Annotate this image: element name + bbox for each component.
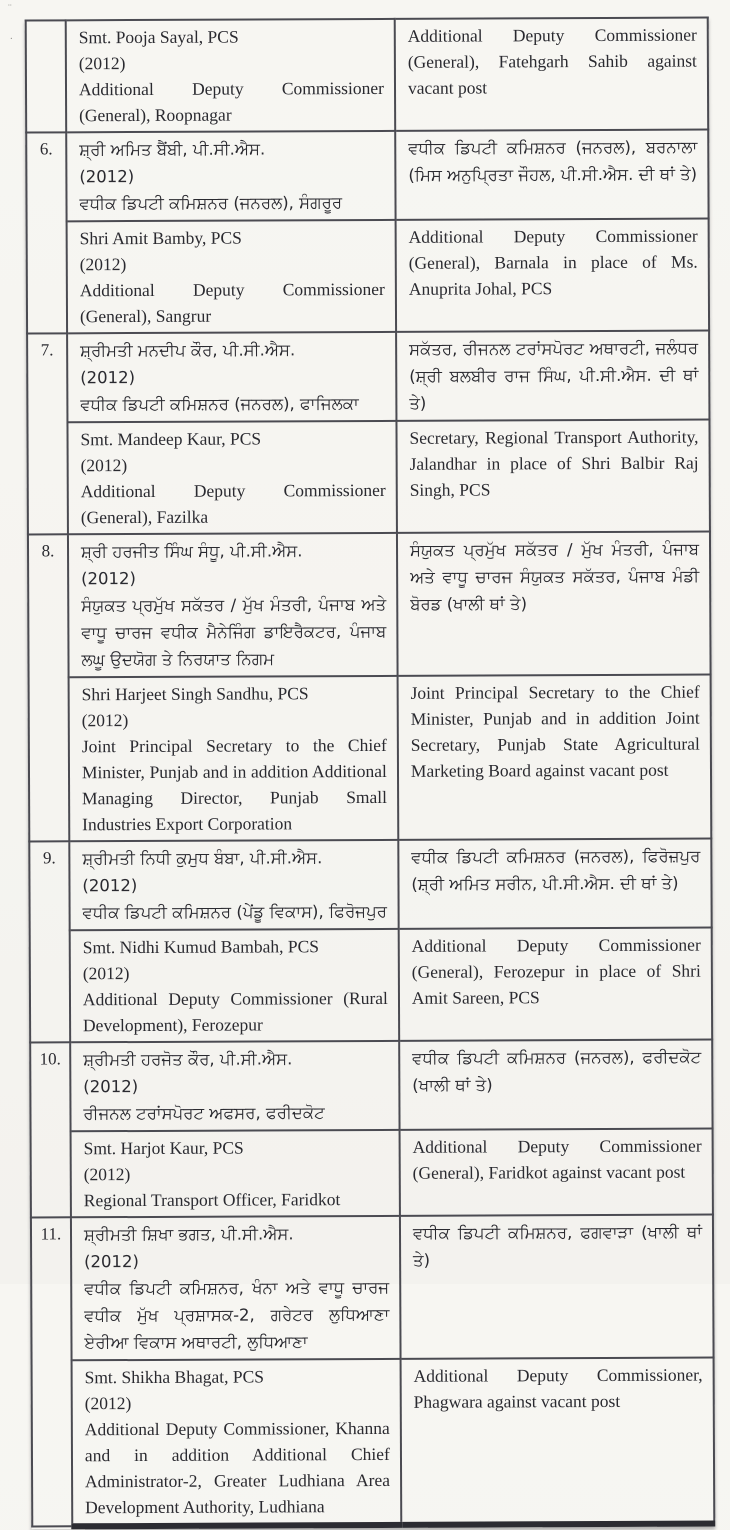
- officer-name: ਸ਼੍ਰੀ ਹਰਜੀਤ ਸਿੰਘ ਸੰਧੂ, ਪੀ.ਸੀ.ਐਸ.: [80, 541, 303, 562]
- serial-cell: [30, 1042, 71, 1217]
- serial-cell: [29, 841, 70, 1042]
- new-post-cell-english: [400, 1358, 714, 1525]
- officer-cell-english: [70, 929, 399, 1042]
- new-post-cell-punjabi: [400, 1215, 714, 1359]
- officer-name: Smt. Nidhi Kumud Bambah, PCS: [82, 936, 320, 958]
- new-post: Additional Deputy Commissioner, Phagwara against vacant post: [413, 1364, 703, 1412]
- officer-name: ਸ਼੍ਰੀਮਤੀ ਨਿਧੀ ਕੁਮੁਧ ਬੰਬਾ, ਪੀ.ਸੀ.ਐਸ.: [82, 848, 323, 869]
- batch-year: (2012): [82, 876, 138, 896]
- batch-year: (2012): [83, 1077, 139, 1097]
- serial-cell: [26, 132, 67, 333]
- officer-cell-punjabi: [69, 840, 398, 930]
- scan-speck: ¨: [8, 2, 14, 14]
- table-row: [28, 532, 711, 678]
- officer-cell-punjabi: [68, 533, 398, 677]
- table-row: [31, 1215, 714, 1361]
- current-post: Regional Transport Officer, Faridkot: [83, 1189, 341, 1211]
- serial-cell: [26, 20, 66, 132]
- new-post: Additional Deputy Commissioner (General), Fatehgarh Sahib against vacant post: [407, 24, 697, 98]
- officer-name: Smt. Harjot Kaur, PCS: [83, 1137, 244, 1159]
- table-row: [29, 839, 711, 931]
- new-post-cell-punjabi: [397, 532, 711, 676]
- new-post: Additional Deputy Commissioner (General), Faridkot against vacant post: [412, 1135, 702, 1183]
- current-post: ਰੀਜਨਲ ਟਰਾਂਸਪੋਰਟ ਅਫਸਰ, ਫਰੀਦਕੋਟ: [83, 1103, 325, 1124]
- batch-year: (2012): [81, 710, 129, 731]
- current-post: Additional Deputy Commissioner (General), Sangrur: [79, 278, 385, 327]
- new-post-cell-english: [395, 219, 709, 332]
- table-row: [30, 1040, 712, 1132]
- serial-number: 11.: [40, 1224, 62, 1244]
- table-row: [31, 1129, 713, 1218]
- serial-number: 10.: [39, 1049, 61, 1069]
- new-post: ਸਕੱਤਰ, ਰੀਜਨਲ ਟਰਾਂਸਪੋਰਟ ਅਥਾਰਟੀ, ਜਲੰਧਰ (ਸ਼੍ਰੀ ਬਲਬੀਰ ਰਾਜ ਸਿੰਘ, ਪੀ.ਸੀ.ਐਸ. ਦੀ ਥਾਂ ਤੇ): [409, 338, 699, 413]
- officer-name: ਸ਼੍ਰੀਮਤੀ ਹਰਜੋਤ ਕੌਰ, ਪੀ.ਸੀ.ਐਸ.: [83, 1049, 293, 1070]
- serial-cell: [31, 1217, 72, 1526]
- current-post: ਵਧੀਕ ਡਿਪਟੀ ਕਮਿਸ਼ਨਰ (ਜਨਰਲ), ਫਾਜਿਲਕਾ: [80, 394, 359, 415]
- batch-year: (2012): [84, 1393, 132, 1414]
- current-post: Additional Deputy Commissioner (General), Roopnagar: [78, 77, 384, 126]
- serial-number: 8.: [41, 541, 55, 561]
- new-post-cell-english: [395, 18, 709, 131]
- scan-speck: .: [10, 30, 15, 42]
- table-row: [30, 928, 712, 1043]
- officer-cell-english: [69, 676, 399, 841]
- officer-cell-english: [70, 1130, 399, 1217]
- serial-number: 7.: [40, 340, 54, 360]
- serial-cell: [28, 534, 69, 841]
- new-post-cell-english: [397, 675, 711, 840]
- officer-cell-punjabi: [67, 332, 396, 422]
- new-post: ਵਧੀਕ ਡਿਪਟੀ ਕਮਿਸ਼ਨਰ, ਫਗਵਾੜਾ (ਖਾਲੀ ਥਾਂ ਤੇ): [412, 1222, 703, 1270]
- officer-name: ਸ਼੍ਰੀ ਅਮਿਤ ਬੈਂਬੀ, ਪੀ.ਸੀ.ਐਸ.: [79, 139, 266, 160]
- new-post-cell-english: [396, 420, 710, 533]
- new-post: Additional Deputy Commissioner (General), Barnala in place of Ms. Anuprita Johal, PCS: [408, 225, 698, 299]
- batch-year: (2012): [82, 963, 130, 984]
- batch-year: (2012): [83, 1164, 131, 1185]
- new-post: Secretary, Regional Transport Authority, Jalandhar in place of Shri Balbir Raj Singh, PCS: [409, 426, 699, 500]
- batch-year: (2012): [80, 368, 136, 388]
- officer-name: ਸ਼੍ਰੀਮਤੀ ਮਨਦੀਪ ਕੌਰ, ਪੀ.ਸੀ.ਐਸ.: [80, 340, 296, 361]
- officer-name: ਸ਼੍ਰੀਮਤੀ ਸ਼ਿਖਾ ਭਗਤ, ਪੀ.ਸੀ.ਐਸ.: [83, 1224, 294, 1245]
- officer-cell-punjabi: [70, 1041, 399, 1131]
- table-row: [26, 130, 708, 222]
- officer-name: Shri Harjeet Singh Sandhu, PCS: [81, 683, 309, 705]
- batch-year: (2012): [78, 53, 126, 74]
- new-post: ਸੰਯੁਕਤ ਪ੍ਰਮੁੱਖ ਸਕੱਤਰ / ਮੁੱਖ ਮੰਤਰੀ, ਪੰਜਾਬ ਅਤੇ ਵਾਧੂ ਚਾਰਜ ਸੰਯੁਕਤ ਸਕੱਤਰ, ਪੰਜਾਬ ਮੰਡੀ ਬੋਰਡ (ਖਾਲੀ ਥਾਂ ਤੇ): [409, 539, 700, 614]
- officer-cell-punjabi: [71, 1216, 401, 1360]
- officer-cell-english: [71, 1359, 401, 1526]
- serial-number: 6.: [39, 139, 53, 159]
- new-post-cell-punjabi: [395, 130, 708, 220]
- table-row: [27, 420, 709, 535]
- batch-year: (2012): [81, 569, 136, 589]
- officer-name: Shri Amit Bamby, PCS: [79, 227, 242, 249]
- officer-name: Smt. Mandeep Kaur, PCS: [80, 428, 262, 450]
- batch-year: (2012): [84, 1252, 139, 1272]
- officer-cell-english: [67, 421, 396, 534]
- new-post: ਵਧੀਕ ਡਿਪਟੀ ਕਮਿਸ਼ਨਰ (ਜਨਰਲ), ਫਿਰੋਜ਼ਪੁਰ (ਸ਼੍ਰੀ ਅਮਿਤ ਸਰੀਨ, ਪੀ.ਸੀ.ਐਸ. ਦੀ ਥਾਂ ਤੇ): [411, 846, 701, 894]
- current-post: Additional Deputy Commissioner (Rural Development), Ferozepur: [82, 987, 388, 1036]
- new-post: Joint Principal Secretary to the Chief Minister, Punjab and in addition Joint Secretary, Punjab State Agricultural Marketing Board against vacant post: [410, 681, 700, 781]
- new-post-cell-punjabi: [398, 839, 711, 929]
- batch-year: (2012): [79, 167, 135, 187]
- officer-name: Smt. Pooja Sayal, PCS: [78, 26, 239, 48]
- officer-cell-punjabi: [66, 131, 395, 221]
- table-row: [27, 219, 709, 334]
- officer-name: Smt. Shikha Bhagat, PCS: [84, 1366, 265, 1388]
- current-post: ਵਧੀਕ ਡਿਪਟੀ ਕਮਿਸ਼ਨਰ, ਖੰਨਾ ਅਤੇ ਵਾਧੂ ਚਾਰਜ ਵਧੀਕ ਮੁੱਖ ਪ੍ਰਸ਼ਾਸਕ-2, ਗਰੇਟਰ ਲੁਧਿਆਣਾ ਏਰੀਆ ਵਿਕਾਸ ਅਥਾਰਟੀ, ਲੁਧਿਆਣਾ: [84, 1277, 390, 1353]
- officer-cell-english: [66, 19, 395, 132]
- batch-year: (2012): [79, 254, 127, 275]
- officer-cell-english: [67, 220, 396, 333]
- table-row: [26, 18, 708, 133]
- new-post: Additional Deputy Commissioner (General), Ferozepur in place of Shri Amit Sareen, PCS: [411, 934, 701, 1008]
- new-post-cell-english: [399, 1129, 712, 1216]
- current-post: ਵਧੀਕ ਡਿਪਟੀ ਕਮਿਸ਼ਨਰ (ਪੇਂਡੂ ਵਿਕਾਸ), ਫਿਰੋਜਪੁਰ: [82, 901, 387, 923]
- new-post-cell-english: [399, 928, 713, 1041]
- current-post: Joint Principal Secretary to the Chief Minister, Punjab and in addition Additional Managing Director, Punjab Small Industries Export Corporation: [81, 734, 388, 835]
- transfer-order-table: [25, 17, 716, 1530]
- current-post: Additional Deputy Commissioner (General), Fazilka: [80, 479, 386, 528]
- table-row: [27, 331, 709, 423]
- new-post-cell-punjabi: [399, 1040, 712, 1130]
- current-post: ਸੰਯੁਕਤ ਪ੍ਰਮੁੱਖ ਸਕੱਤਰ / ਮੁੱਖ ਮੰਤਰੀ, ਪੰਜਾਬ ਅਤੇ ਵਾਧੂ ਚਾਰਜ ਵਧੀਕ ਮੈਨੇਜਿੰਗ ਡਾਇਰੈਕਟਰ, ਪੰਜਾਬ ਲਘੂ ਉਦਯੋਗ ਤੇ ਨਿਰਯਾਤ ਨਿਗਮ: [81, 594, 387, 670]
- new-post: ਵਧੀਕ ਡਿਪਟੀ ਕਮਿਸ਼ਨਰ (ਜਨਰਲ), ਫਰੀਦਕੋਟ (ਖਾਲੀ ਥਾਂ ਤੇ): [412, 1047, 702, 1095]
- current-post: Additional Deputy Commissioner, Khanna and in addition Additional Chief Administrator-2, Greater Ludhiana Area Development Authority, Ludhiana: [84, 1417, 391, 1518]
- new-post-cell-punjabi: [396, 331, 709, 421]
- batch-year: (2012): [80, 455, 128, 476]
- serial-number: 9.: [42, 848, 56, 868]
- serial-cell: [27, 333, 68, 534]
- current-post: ਵਧੀਕ ਡਿਪਟੀ ਕਮਿਸ਼ਨਰ (ਜਨਰਲ), ਸੰਗਰੂਰ: [79, 193, 343, 214]
- new-post: ਵਧੀਕ ਡਿਪਟੀ ਕਮਿਸ਼ਨਰ (ਜਨਰਲ), ਬਰਨਾਲਾ (ਮਿਸ ਅਨੁਪ੍ਰਿਤਾ ਜੌਹਲ, ਪੀ.ਸੀ.ਐਸ. ਦੀ ਥਾਂ ਤੇ): [408, 137, 698, 185]
- table-row: [29, 675, 712, 842]
- table-row: [32, 1358, 715, 1527]
